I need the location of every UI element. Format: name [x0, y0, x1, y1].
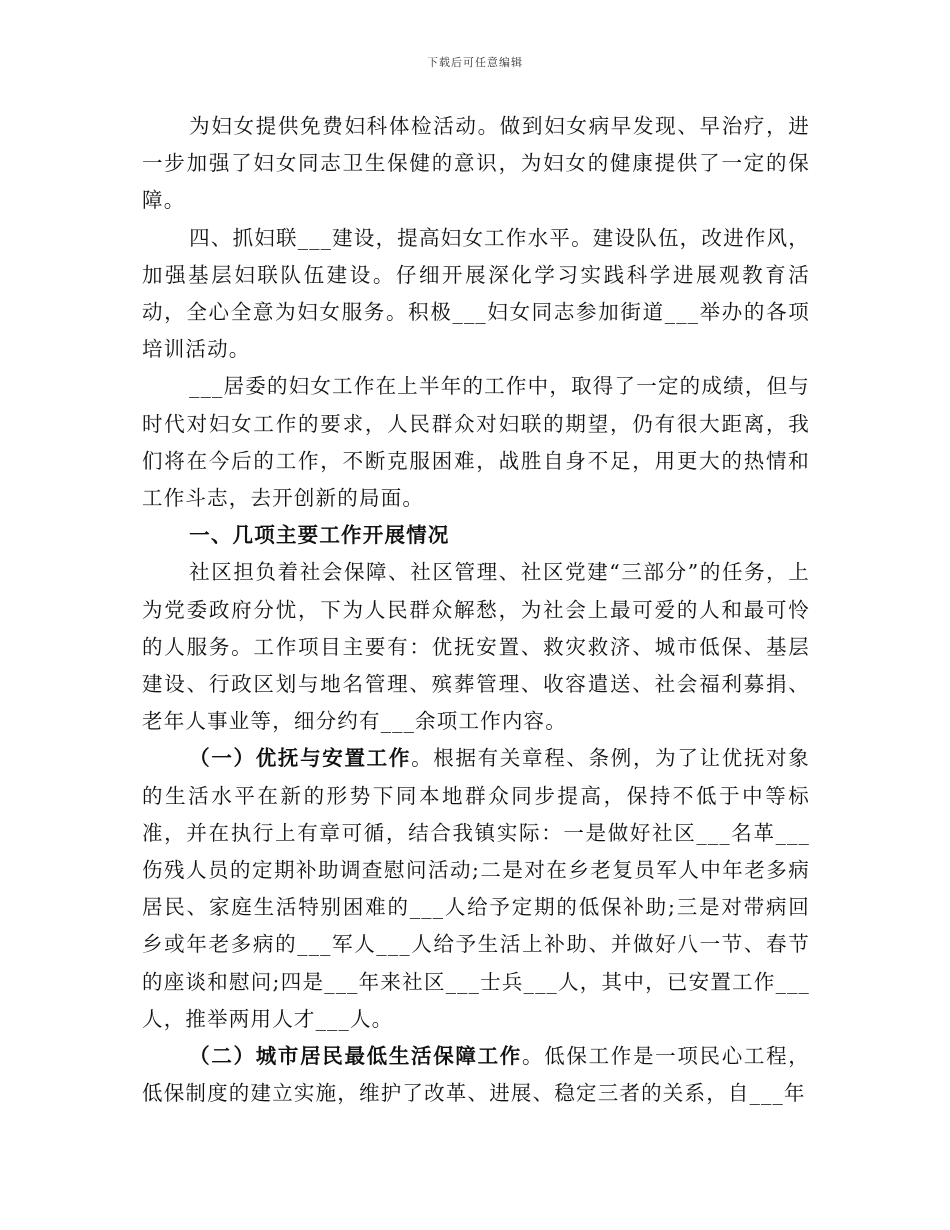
- paragraph-womens-federation: 四、抓妇联___建设，提高妇女工作水平。建设队伍，改进作风，加强基层妇联队伍建设。仔细开展深化学习实践科学进展观教育活动，全心全意为妇女服务。积极___妇女同志参加街道___举办的各项培训活动。: [142, 225, 810, 362]
- subheading-preferential-care: （一）优抚与安置工作: [189, 746, 412, 771]
- document-body: [142, 108, 810, 1112]
- paragraph-minimum-living: [142, 1038, 810, 1112]
- paragraph-summary: ___居委的妇女工作在上半年的工作中，取得了一定的成绩，但与时代对妇女工作的要求，人民群众对妇联的期望，仍有很大距离，我们将在今后的工作，不断克服困难，战胜自身不足，用更大的热情和工作斗志，去开创新的局面。: [142, 374, 810, 511]
- paragraph-preferential-care: [142, 740, 810, 1038]
- subheading-minimum-living: （二）城市居民最低生活保障工作: [189, 1044, 523, 1069]
- paragraph-community-duties: 社区担负着社会保障、社区管理、社区党建“三部分”的任务，上为党委政府分忧，下为人民群众解愁，为社会上最可爱的人和最可怜的人服务。工作项目主要有：优抚安置、救灾救济、城市低保、基层建设、行政区划与地名管理、殡葬管理、收容遣送、社会福利募捐、老年人事业等，细分约有___余项工作内容。: [142, 560, 810, 734]
- paragraph-minimum-living-text: 。低保工作是一项民心工程，低保制度的建立实施，维护了改革、进展、稳定三者的关系，自___年: [142, 1044, 811, 1106]
- paragraph-checkup: 为妇女提供免费妇科体检活动。做到妇女病早发现、早治疗，进一步加强了妇女同志卫生保健的意识，为妇女的健康提供了一定的保障。: [142, 114, 810, 213]
- paragraph-preferential-care-text: 。根据有关章程、条例，为了让优抚对象的生活水平在新的形势下同本地群众同步提高，保持不低于中等标准，并在执行上有章可循，结合我镇实际：一是做好社区___名革___伤残人员的定期补助调查慰问活动;二是对在乡老复员军人中年老多病居民、家庭生活特别困难的___人给予定期的低保补助;三是对带病回乡或年老多病的___军人___人给予生活上补助、并做好八一节、春节的座谈和慰问;四是___年来社区___士兵___人，其中，已安置工作___人，推举两用人才___人。: [142, 746, 811, 1031]
- page-header: 下载后可任意编辑: [427, 56, 523, 69]
- section-heading: 一、几项主要工作开展情况: [189, 523, 450, 548]
